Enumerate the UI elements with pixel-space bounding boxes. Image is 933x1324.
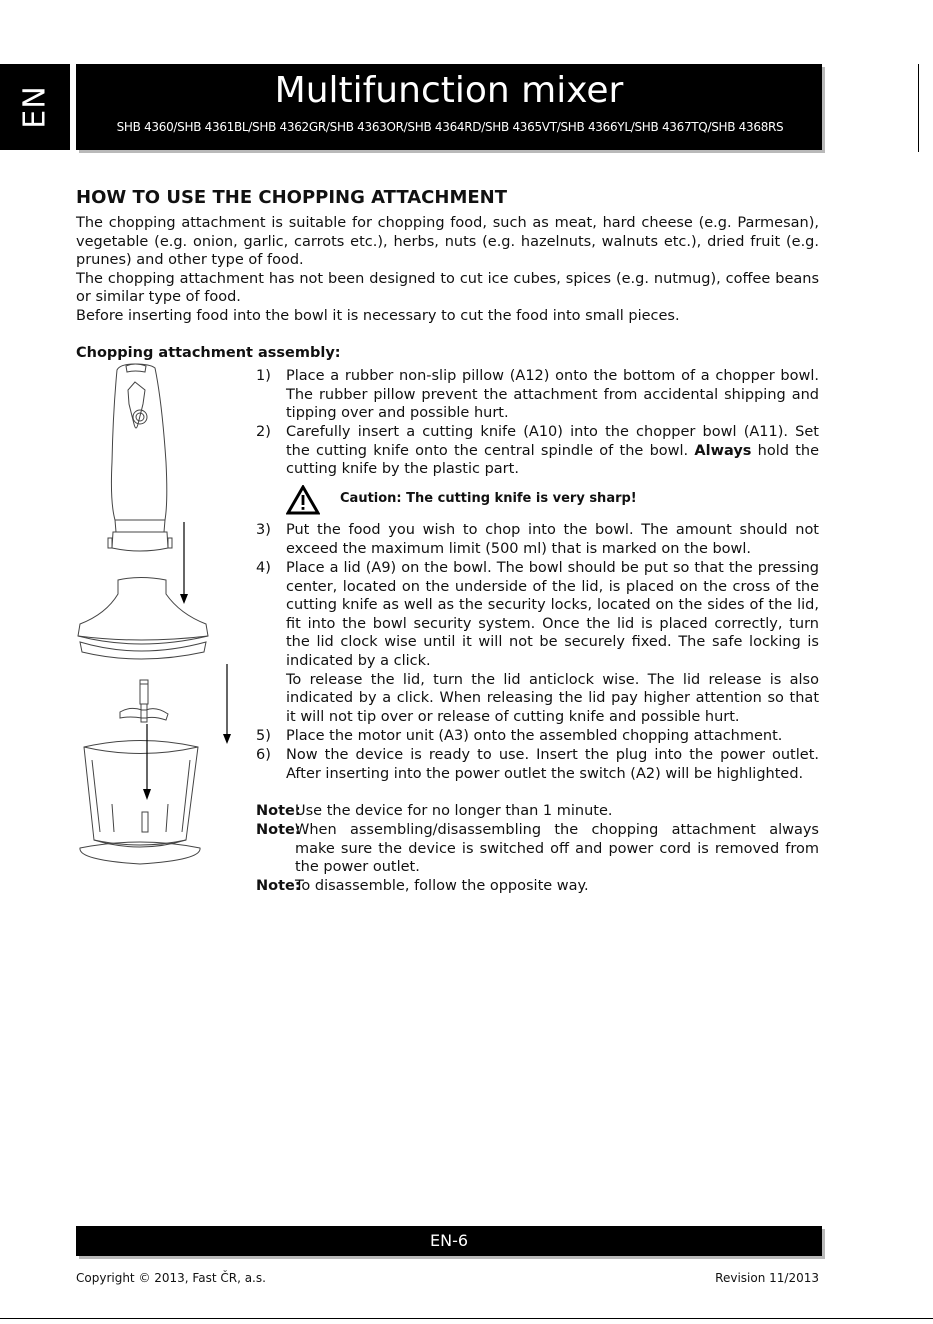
note-label: Note: — [256, 822, 301, 838]
step-text: Place the motor unit (A3) onto the assembled chopping attachment. — [286, 728, 783, 744]
revision-text: Revision 11/2013 — [715, 1271, 819, 1285]
page-number: EN-6 — [429, 1231, 469, 1250]
arrow-head-lid — [180, 594, 188, 604]
note-3 — [256, 877, 819, 896]
warning-triangle-icon — [286, 485, 320, 515]
step-6 — [256, 746, 819, 783]
note-2 — [256, 821, 819, 877]
step-3 — [256, 521, 819, 558]
chopper-assembly-illustration — [70, 362, 245, 872]
page-bottom-line — [0, 1318, 933, 1319]
step-number: 3) — [256, 522, 271, 538]
note-text: To disassemble, follow the opposite way. — [295, 878, 589, 894]
arrow-head-bowl — [223, 734, 231, 744]
step-4 — [256, 559, 819, 726]
section-heading: HOW TO USE THE CHOPPING ATTACHMENT — [76, 187, 508, 208]
intro-paragraph: The chopping attachment is suitable for chopping food, such as meat, hard cheese (e.g. Parmesan), vegetable (e.g. onion, garlic, carrots etc.), herbs, nuts (e.g. hazelnuts, walnuts etc.), dried fruit (e.g. prunes) and other type of food. — [76, 215, 819, 269]
step-text: Now the device is ready to use. Insert the plug into the power outlet. After inserting into the power outlet the switch (A2) will be highlighted. — [286, 747, 819, 782]
assembly-arrows — [143, 522, 231, 800]
intro-paragraph: The chopping attachment has not been designed to cut ice cubes, spices (e.g. nutmug), coffee beans or similar type of food. — [76, 270, 819, 306]
caution-text: Caution: The cutting knife is very sharp! — [340, 491, 637, 506]
document-title: Multifunction mixer — [274, 70, 624, 111]
step-5 — [256, 727, 819, 746]
step-text: Place a rubber non-slip pillow (A12) onto the bottom of a chopper bowl. The rubber pillow prevent the attachment from accidental shipping and tipping over and possible hurt. — [286, 368, 819, 422]
note-text: When assembling/disassembling the chopping attachment always make sure the device is switched off and power cord is removed from the power outlet. — [295, 822, 819, 876]
step-number: 4) — [256, 560, 271, 576]
step-text-part: Carefully insert a cutting knife (A10) into the chopper bowl (A11). Set the cutting knife onto the central spindle of the bowl. — [286, 424, 819, 459]
lid-drawing — [78, 578, 208, 660]
footer-bar — [76, 1226, 822, 1256]
note-label: Note: — [256, 878, 301, 894]
language-code: EN — [17, 85, 53, 129]
step-number: 2) — [256, 424, 271, 440]
step-number: 1) — [256, 368, 271, 384]
note-text: Use the device for no longer than 1 minute. — [295, 803, 613, 819]
chopper-bowl-drawing — [80, 741, 200, 865]
step-2 — [256, 423, 819, 479]
step-number: 6) — [256, 747, 271, 763]
step-text-continued: To release the lid, turn the lid anticlock wise. The lid release is also indicated by a click. When releasing the lid pay higher attention so that it will not tip over or release of cutting knife and possible hurt. — [286, 671, 819, 725]
step-text: Place a lid (A9) on the bowl. The bowl should be put so that the pressing center, located on the underside of the lid, is placed on the cross of the cutting knife as well as the security locks, located on the sides of the lid, fit into the bowl security system. Once the lid is placed correctly, turn the lid clock wise until it will not be securely fixed. The safe locking is indicated by a click. — [286, 560, 819, 669]
arrow-head-knife — [143, 789, 151, 800]
note-label: Note: — [256, 803, 301, 819]
intro-paragraph: Before inserting food into the bowl it is necessary to cut the food into small pieces. — [76, 307, 680, 324]
title-bar — [76, 64, 822, 150]
assembly-subheading: Chopping attachment assembly: — [76, 345, 341, 361]
intro-text — [76, 214, 819, 326]
cutting-knife-drawing — [120, 680, 168, 722]
page-edge-line — [918, 64, 919, 152]
model-list: SHB 4360/SHB 4361BL/SHB 4362GR/SHB 4363OR/SHB 4364RD/SHB 4365VT/SHB 4366YL/SHB 4367TQ/SHB 4368RS — [116, 120, 784, 134]
step-1 — [256, 367, 819, 423]
step-text — [286, 423, 819, 479]
language-tab — [0, 64, 70, 150]
copyright-text: Copyright © 2013, Fast ČR, a.s. — [76, 1271, 266, 1285]
step-number: 5) — [256, 728, 271, 744]
note-1 — [256, 802, 819, 821]
step-text: Put the food you wish to chop into the bowl. The amount should not exceed the maximum limit (500 ml) that is marked on the bowl. — [286, 522, 819, 557]
step-text-part: hold the cutting knife by the plastic part. — [286, 442, 819, 478]
emphasis-always: Always — [694, 442, 752, 459]
motor-unit-drawing — [108, 364, 172, 551]
